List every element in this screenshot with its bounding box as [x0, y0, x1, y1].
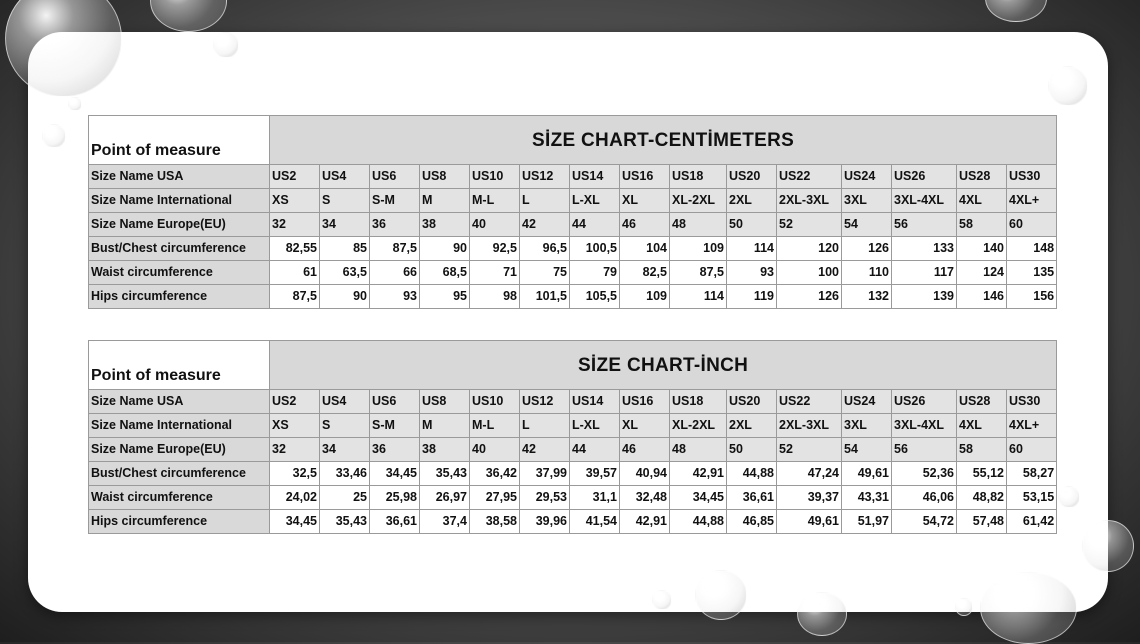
table-cell: 34,45: [270, 510, 320, 534]
table-cell: 32,48: [620, 486, 670, 510]
table-cell: 90: [320, 285, 370, 309]
table-cell: US2: [270, 390, 320, 414]
table-cell: 146: [957, 285, 1007, 309]
table-cell: M-L: [470, 189, 520, 213]
table-row: [89, 261, 1057, 285]
table-cell: 4XL+: [1007, 189, 1057, 213]
water-droplet: [1048, 66, 1088, 106]
water-droplet: [42, 124, 66, 148]
table-cell: 3XL: [842, 189, 892, 213]
table-cell: US28: [957, 390, 1007, 414]
table-cell: 35,43: [320, 510, 370, 534]
table-cell: 101,5: [520, 285, 570, 309]
table-cell: M: [420, 189, 470, 213]
table-cell: 110: [842, 261, 892, 285]
table-cell: XL-2XL: [670, 414, 727, 438]
table-title: SİZE CHART-CENTİMETERS: [270, 116, 1057, 165]
table-cell: 44: [570, 438, 620, 462]
table-cell: 48: [670, 438, 727, 462]
table-cell: 4XL: [957, 414, 1007, 438]
table-cell: L: [520, 189, 570, 213]
table-cell: 46: [620, 438, 670, 462]
table-cell: 90: [420, 237, 470, 261]
point-of-measure-label: Point of measure: [89, 116, 270, 165]
table-cell: 126: [777, 285, 842, 309]
table-cell: 27,95: [470, 486, 520, 510]
table-cell: 50: [727, 213, 777, 237]
table-cell: 40: [470, 438, 520, 462]
row-label: Bust/Chest circumference: [89, 462, 270, 486]
table-cell: L-XL: [570, 189, 620, 213]
table-cell: 39,96: [520, 510, 570, 534]
table-cell: US4: [320, 390, 370, 414]
row-label: Size Name International: [89, 189, 270, 213]
table-cell: 2XL-3XL: [777, 189, 842, 213]
table-cell: 114: [727, 237, 777, 261]
table-cell: US26: [892, 390, 957, 414]
table-cell: US28: [957, 165, 1007, 189]
table-cell: US8: [420, 390, 470, 414]
table-cell: US4: [320, 165, 370, 189]
table-cell: 25: [320, 486, 370, 510]
table-cell: 68,5: [420, 261, 470, 285]
table-cell: 49,61: [842, 462, 892, 486]
table-cell: 2XL: [727, 189, 777, 213]
water-droplet: [695, 570, 747, 620]
table-cell: M: [420, 414, 470, 438]
table-cell: 93: [370, 285, 420, 309]
table-cell: 87,5: [670, 261, 727, 285]
table-cell: US20: [727, 390, 777, 414]
size-chart-centimeters-table: [88, 115, 1057, 309]
table-cell: 60: [1007, 213, 1057, 237]
table-cell: 48: [670, 213, 727, 237]
table-cell: 58: [957, 213, 1007, 237]
table-cell: 3XL: [842, 414, 892, 438]
table-cell: 61: [270, 261, 320, 285]
row-label: Size Name USA: [89, 390, 270, 414]
table-cell: 61,42: [1007, 510, 1057, 534]
table-cell: US30: [1007, 165, 1057, 189]
row-label: Hips circumference: [89, 285, 270, 309]
table-row: [89, 414, 1057, 438]
table-cell: 71: [470, 261, 520, 285]
table-cell: 43,31: [842, 486, 892, 510]
table-row: [89, 285, 1057, 309]
water-droplet: [955, 598, 973, 616]
table-cell: 132: [842, 285, 892, 309]
row-label: Waist circumference: [89, 486, 270, 510]
table-cell: 120: [777, 237, 842, 261]
table-cell: 58: [957, 438, 1007, 462]
table-cell: 49,61: [777, 510, 842, 534]
table-cell: S-M: [370, 414, 420, 438]
row-label: Bust/Chest circumference: [89, 237, 270, 261]
table-cell: 63,5: [320, 261, 370, 285]
table-cell: 54,72: [892, 510, 957, 534]
table-row: [89, 510, 1057, 534]
table-cell: 37,99: [520, 462, 570, 486]
table-cell: 114: [670, 285, 727, 309]
table-cell: S: [320, 414, 370, 438]
table-cell: 87,5: [370, 237, 420, 261]
row-label: Size Name USA: [89, 165, 270, 189]
table-cell: 38,58: [470, 510, 520, 534]
table-cell: 42: [520, 213, 570, 237]
table-cell: 79: [570, 261, 620, 285]
table-cell: US24: [842, 390, 892, 414]
table-cell: 96,5: [520, 237, 570, 261]
table-cell: US10: [470, 165, 520, 189]
size-chart-inch-table: [88, 340, 1057, 534]
table-cell: 46,06: [892, 486, 957, 510]
table-cell: L: [520, 414, 570, 438]
table-cell: 25,98: [370, 486, 420, 510]
table-cell: 32: [270, 213, 320, 237]
table-cell: 52: [777, 213, 842, 237]
table-cell: US16: [620, 165, 670, 189]
table-cell: 52,36: [892, 462, 957, 486]
table-cell: 37,4: [420, 510, 470, 534]
table-cell: 109: [670, 237, 727, 261]
water-droplet: [980, 572, 1077, 644]
table-cell: 42: [520, 438, 570, 462]
table-cell: XS: [270, 189, 320, 213]
table-cell: 35,43: [420, 462, 470, 486]
table-cell: 139: [892, 285, 957, 309]
table-cell: 38: [420, 213, 470, 237]
table-cell: 50: [727, 438, 777, 462]
table-cell: 32: [270, 438, 320, 462]
row-label: Size Name International: [89, 414, 270, 438]
table-cell: 34,45: [670, 486, 727, 510]
table-cell: 109: [620, 285, 670, 309]
table-cell: 100,5: [570, 237, 620, 261]
table-cell: 2XL-3XL: [777, 414, 842, 438]
table-cell: US18: [670, 165, 727, 189]
water-droplet: [1058, 486, 1080, 508]
table-cell: US26: [892, 165, 957, 189]
table-cell: 36: [370, 213, 420, 237]
table-cell: 82,5: [620, 261, 670, 285]
table-cell: 124: [957, 261, 1007, 285]
table-row: [89, 438, 1057, 462]
table-cell: 54: [842, 213, 892, 237]
table-cell: S-M: [370, 189, 420, 213]
table-cell: US10: [470, 390, 520, 414]
table-cell: US18: [670, 390, 727, 414]
table-cell: 56: [892, 438, 957, 462]
table-cell: 54: [842, 438, 892, 462]
row-label: Size Name Europe(EU): [89, 213, 270, 237]
table-cell: US24: [842, 165, 892, 189]
table-cell: 4XL: [957, 189, 1007, 213]
table-cell: 133: [892, 237, 957, 261]
table-cell: 40,94: [620, 462, 670, 486]
table-cell: 105,5: [570, 285, 620, 309]
table-cell: 126: [842, 237, 892, 261]
water-droplet: [797, 592, 847, 636]
table-cell: US30: [1007, 390, 1057, 414]
table-header-row: [89, 116, 1057, 165]
table-cell: 31,1: [570, 486, 620, 510]
table-cell: 82,55: [270, 237, 320, 261]
row-label: Waist circumference: [89, 261, 270, 285]
table-cell: 66: [370, 261, 420, 285]
table-title: SİZE CHART-İNCH: [270, 341, 1057, 390]
table-row: [89, 165, 1057, 189]
water-droplet: [150, 0, 227, 32]
table-cell: 42,91: [670, 462, 727, 486]
table-cell: 36: [370, 438, 420, 462]
water-droplet: [68, 97, 82, 111]
table-cell: 52: [777, 438, 842, 462]
table-cell: US6: [370, 390, 420, 414]
table-cell: 4XL+: [1007, 414, 1057, 438]
table-cell: 47,24: [777, 462, 842, 486]
point-of-measure-label: Point of measure: [89, 341, 270, 390]
row-label: Size Name Europe(EU): [89, 438, 270, 462]
table-row: [89, 486, 1057, 510]
table-cell: US12: [520, 390, 570, 414]
table-row: [89, 189, 1057, 213]
table-cell: 39,57: [570, 462, 620, 486]
table-cell: M-L: [470, 414, 520, 438]
table-cell: 34: [320, 438, 370, 462]
table-cell: 34,45: [370, 462, 420, 486]
table-cell: US14: [570, 165, 620, 189]
table-row: [89, 237, 1057, 261]
table-cell: 36,42: [470, 462, 520, 486]
table-cell: 33,46: [320, 462, 370, 486]
table-cell: 100: [777, 261, 842, 285]
table-cell: 75: [520, 261, 570, 285]
table-cell: 95: [420, 285, 470, 309]
table-cell: 104: [620, 237, 670, 261]
table-cell: 36,61: [370, 510, 420, 534]
table-cell: 58,27: [1007, 462, 1057, 486]
table-cell: 46,85: [727, 510, 777, 534]
table-cell: XL: [620, 189, 670, 213]
table-cell: 140: [957, 237, 1007, 261]
table-cell: 42,91: [620, 510, 670, 534]
table-cell: 87,5: [270, 285, 320, 309]
row-label: Hips circumference: [89, 510, 270, 534]
table-cell: 117: [892, 261, 957, 285]
table-cell: L-XL: [570, 414, 620, 438]
table-cell: 29,53: [520, 486, 570, 510]
table-row: [89, 213, 1057, 237]
table-cell: 26,97: [420, 486, 470, 510]
table-cell: 135: [1007, 261, 1057, 285]
table-cell: US12: [520, 165, 570, 189]
table-cell: 48,82: [957, 486, 1007, 510]
table-cell: XL: [620, 414, 670, 438]
table-cell: 93: [727, 261, 777, 285]
water-droplet: [652, 590, 672, 610]
table-row: [89, 462, 1057, 486]
table-cell: US22: [777, 390, 842, 414]
table-header-row: [89, 341, 1057, 390]
table-cell: 39,37: [777, 486, 842, 510]
table-cell: 44: [570, 213, 620, 237]
table-row: [89, 390, 1057, 414]
table-cell: 44,88: [727, 462, 777, 486]
table-cell: 60: [1007, 438, 1057, 462]
table-cell: 38: [420, 438, 470, 462]
table-cell: 53,15: [1007, 486, 1057, 510]
table-cell: 85: [320, 237, 370, 261]
table-cell: 36,61: [727, 486, 777, 510]
table-cell: 98: [470, 285, 520, 309]
table-cell: 40: [470, 213, 520, 237]
table-cell: US20: [727, 165, 777, 189]
table-cell: 148: [1007, 237, 1057, 261]
table-cell: XS: [270, 414, 320, 438]
table-cell: 3XL-4XL: [892, 189, 957, 213]
table-cell: 44,88: [670, 510, 727, 534]
table-cell: 119: [727, 285, 777, 309]
table-cell: US16: [620, 390, 670, 414]
water-droplet: [1082, 520, 1134, 572]
table-cell: 2XL: [727, 414, 777, 438]
table-cell: US2: [270, 165, 320, 189]
table-cell: US8: [420, 165, 470, 189]
table-cell: 57,48: [957, 510, 1007, 534]
table-cell: US14: [570, 390, 620, 414]
table-cell: 156: [1007, 285, 1057, 309]
table-cell: US6: [370, 165, 420, 189]
table-cell: 92,5: [470, 237, 520, 261]
table-cell: 51,97: [842, 510, 892, 534]
table-cell: 3XL-4XL: [892, 414, 957, 438]
table-cell: S: [320, 189, 370, 213]
table-cell: XL-2XL: [670, 189, 727, 213]
water-droplet: [213, 32, 239, 58]
table-cell: 55,12: [957, 462, 1007, 486]
table-cell: 32,5: [270, 462, 320, 486]
table-cell: 34: [320, 213, 370, 237]
table-cell: 41,54: [570, 510, 620, 534]
table-cell: 56: [892, 213, 957, 237]
table-cell: US22: [777, 165, 842, 189]
table-cell: 24,02: [270, 486, 320, 510]
table-cell: 46: [620, 213, 670, 237]
water-droplet: [985, 0, 1047, 22]
